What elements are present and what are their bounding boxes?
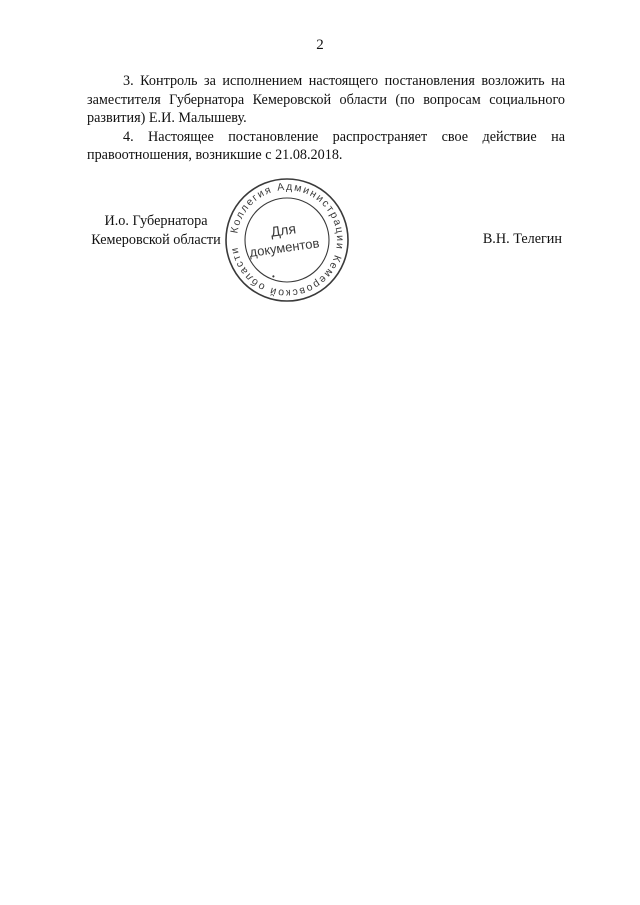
paragraph-3: 3. Контроль за исполнением настоящего постановления возложить на заместителя Губернатора Кемеровской области (по вопросам социального развития) Е.И. Малышеву.: [87, 73, 565, 126]
seal-graphic: [222, 175, 352, 305]
official-seal: [222, 175, 352, 305]
signer-title: [86, 212, 226, 249]
signer-title-line-2: Кемеровской области: [91, 231, 221, 248]
signer-name: В.Н. Телегин: [482, 231, 562, 247]
page-number: 2: [316, 37, 324, 53]
seal-center-line-1: Для: [269, 220, 297, 240]
signer-title-line-1: И.о. Губернатора: [104, 213, 208, 229]
seal-dot: •: [272, 272, 275, 281]
seal-ring-text: Коллегия Администрации Кемеровской области: [228, 180, 347, 300]
seal-center-line-2: документов: [248, 235, 321, 260]
document-body: [87, 72, 565, 165]
paragraph-4: 4. Настоящее постановление распространяет свое действие на правоотношения, возникшие с 21.08.2018.: [87, 128, 565, 163]
